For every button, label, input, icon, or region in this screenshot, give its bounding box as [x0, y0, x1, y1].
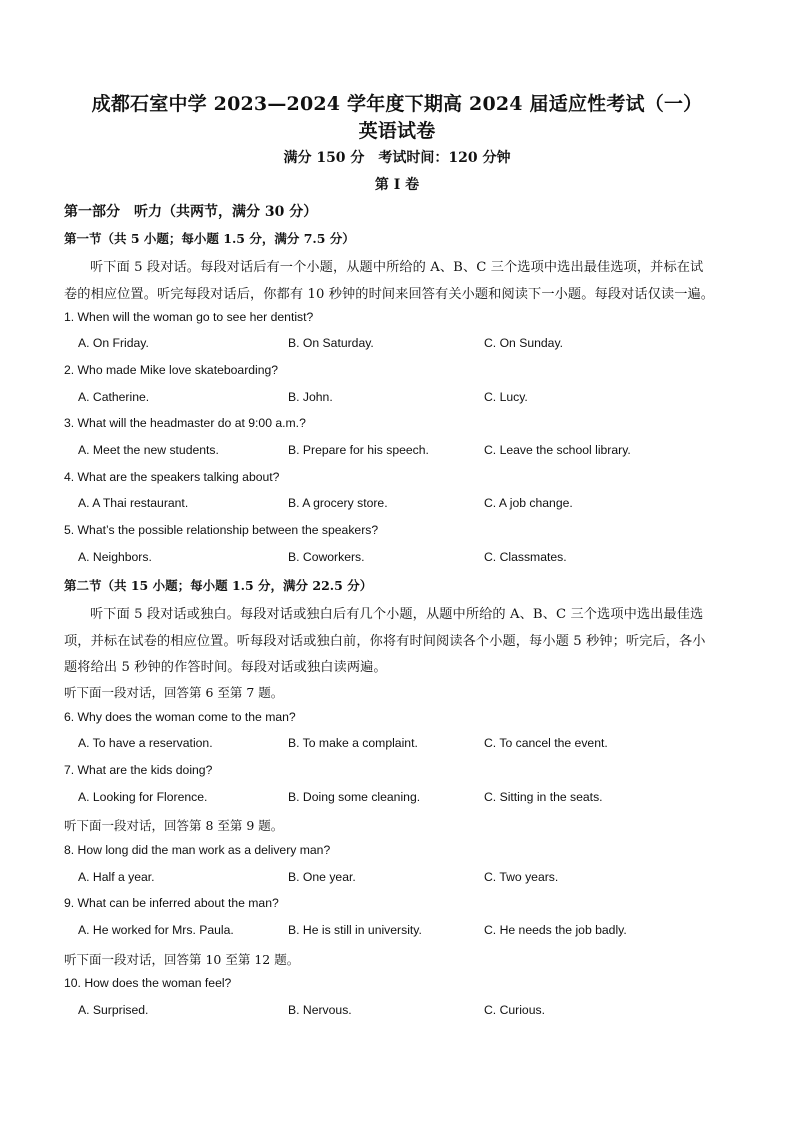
exam-subject-title: 英语试卷 — [358, 120, 436, 142]
exam-meta: 满分 150 分 考试时间：120 分钟 — [283, 150, 511, 166]
q8-option-c: C. Two years. — [484, 870, 559, 884]
q3-option-a: A. Meet the new students. — [78, 443, 219, 457]
section1-instruction-line1: 听下面 5 段对话。每段对话后有一个小题，从题中所给的 A、B、C 三个选项中选出最佳选项，并标在试 — [90, 260, 704, 275]
dialogue-note-10-12: 听下面一段对话，回答第 10 至第 12 题。 — [64, 952, 300, 967]
question-7: 7. What are the kids doing? — [64, 763, 213, 777]
q4-option-a: A. A Thai restaurant. — [78, 496, 189, 510]
dialogue-note-6-7: 听下面一段对话，回答第 6 至第 7 题。 — [64, 685, 284, 700]
section1-instruction-line2: 卷的相应位置。听完每段对话后，你都有 10 秒钟的时间来回答有关小题和阅读下一小题。每段对话仅读一遍。 — [64, 287, 715, 302]
q10-option-b: B. Nervous. — [288, 1003, 352, 1017]
section2-instruction-line2: 项，并标在试卷的相应位置。听每段对话或独白前，你将有时间阅读各个小题，每小题 5 秒钟；听完后，各小 — [64, 634, 706, 649]
exam-title: 成都石室中学 2023—2024 学年度下期高 2024 届适应性考试（一） — [91, 93, 703, 115]
q7-option-a: A. Looking for Florence. — [78, 790, 208, 804]
q5-option-a: A. Neighbors. — [78, 550, 152, 564]
question-10: 10. How does the woman feel? — [64, 976, 232, 990]
q2-option-c: C. Lucy. — [484, 390, 528, 404]
question-9: 9. What can be inferred about the man? — [64, 896, 279, 910]
q10-option-a: A. Surprised. — [78, 1003, 149, 1017]
q5-option-c: C. Classmates. — [484, 550, 567, 564]
q9-option-c: C. He needs the job badly. — [484, 923, 627, 937]
question-1: 1. When will the woman go to see her dentist? — [64, 310, 314, 324]
q7-option-c: C. Sitting in the seats. — [484, 790, 603, 804]
q2-option-b: B. John. — [288, 390, 333, 404]
q1-option-b: B. On Saturday. — [288, 336, 374, 350]
question-3: 3. What will the headmaster do at 9:00 a.m.? — [64, 416, 306, 430]
q6-option-b: B. To make a complaint. — [288, 736, 418, 750]
q10-option-c: C. Curious. — [484, 1003, 545, 1017]
q1-option-a: A. On Friday. — [78, 336, 149, 350]
q6-option-a: A. To have a reservation. — [78, 736, 213, 750]
q3-option-b: B. Prepare for his speech. — [288, 443, 429, 457]
q2-option-a: A. Catherine. — [78, 390, 150, 404]
section2-instruction-line3: 题将给出 5 秒钟的作答时间。每段对话或独白读两遍。 — [64, 660, 387, 675]
part1-heading: 第一部分 听力（共两节，满分 30 分） — [64, 204, 318, 220]
q5-option-b: B. Coworkers. — [288, 550, 365, 564]
question-6: 6. Why does the woman come to the man? — [64, 710, 296, 724]
q1-option-c: C. On Sunday. — [484, 336, 564, 350]
question-8: 8. How long did the man work as a delivery man? — [64, 843, 331, 857]
q9-option-b: B. He is still in university. — [288, 923, 422, 937]
q9-option-a: A. He worked for Mrs. Paula. — [78, 923, 234, 937]
dialogue-note-8-9: 听下面一段对话，回答第 8 至第 9 题。 — [64, 818, 284, 833]
question-2: 2. Who made Mike love skateboarding? — [64, 363, 279, 377]
question-4: 4. What are the speakers talking about? — [64, 470, 280, 484]
volume-label: 第 I 卷 — [374, 177, 420, 193]
q4-option-b: B. A grocery store. — [288, 496, 388, 510]
q3-option-c: C. Leave the school library. — [484, 443, 631, 457]
section2-instruction-line1: 听下面 5 段对话或独白。每段对话或独白后有几个小题，从题中所给的 A、B、C 三个选项中选出最佳选 — [90, 607, 704, 622]
q8-option-b: B. One year. — [288, 870, 356, 884]
q7-option-b: B. Doing some cleaning. — [288, 790, 421, 804]
section1-heading: 第一节（共 5 小题；每小题 1.5 分，满分 7.5 分） — [64, 231, 355, 246]
section2-heading: 第二节（共 15 小题；每小题 1.5 分，满分 22.5 分） — [64, 578, 373, 593]
q6-option-c: C. To cancel the event. — [484, 736, 608, 750]
q8-option-a: A. Half a year. — [78, 870, 155, 884]
q4-option-c: C. A job change. — [484, 496, 573, 510]
question-5: 5. What’s the possible relationship between the speakers? — [64, 523, 379, 537]
